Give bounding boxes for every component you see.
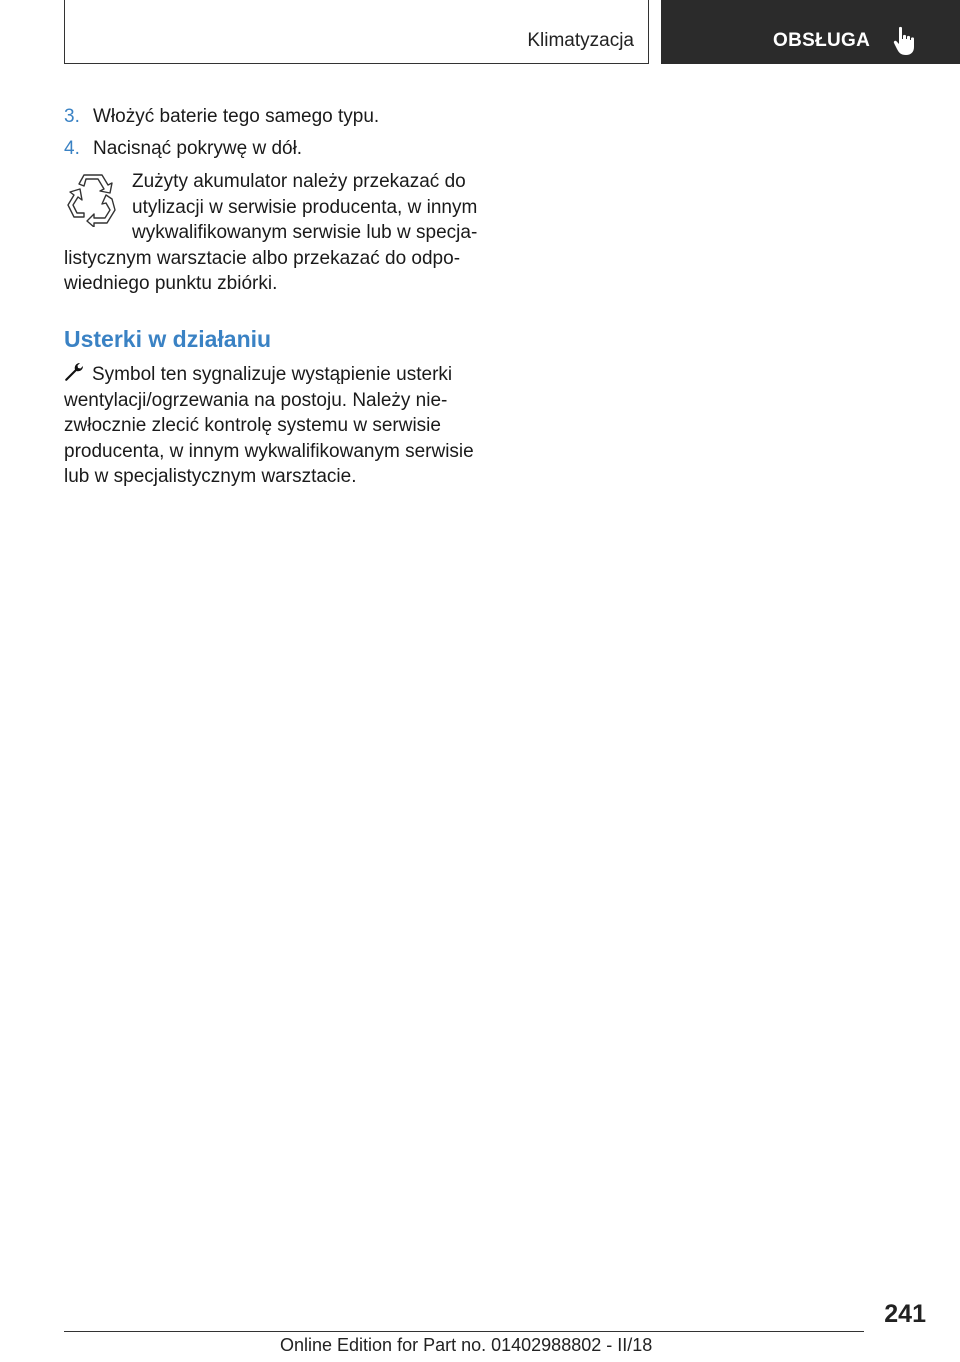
list-item	[64, 136, 484, 162]
section-heading: Usterki w działaniu	[64, 325, 272, 352]
header-chapter-tab[interactable]	[661, 0, 960, 64]
edition-footer: Online Edition for Part no. 01402988802 - II/18	[280, 1335, 653, 1355]
section-title: Klimatyzacja	[527, 30, 634, 51]
wrench-icon	[64, 362, 84, 382]
malfunction-paragraph	[64, 362, 484, 490]
step-text: Nacisnąć pokrywę w dół.	[93, 137, 303, 159]
header-section-box	[64, 0, 649, 64]
step-text: Włożyć baterie tego samego typu.	[93, 106, 380, 127]
pointing-hand-icon	[893, 26, 919, 56]
chapter-title: OBSŁUGA	[773, 30, 871, 51]
recycle-note	[64, 169, 484, 297]
recycle-icon	[66, 173, 118, 227]
page-number: 241	[884, 1300, 926, 1328]
step-number: 4.	[64, 137, 80, 159]
malfunction-text: Symbol ten sygnalizuje wystąpienie usterki wentylacji/ogrzewania na postoju. Należy niezwłocznie zlecić kontrolę systemu w serwisie producenta, w innym wykwalifikowanym serwisie lub w specjalistycznym warsztacie.	[64, 364, 474, 487]
footer-divider	[64, 1331, 864, 1332]
recycle-note-text: Zużyty akumulator należy przekazać do utylizacji w serwisie producenta, w innym wykwalifikowanym serwisie lub w specjalistycznym warsztacie albo przekazać do odpowiedniego punktu zbiórki.	[64, 171, 478, 294]
page-content	[64, 104, 484, 490]
step-number: 3.	[64, 106, 80, 127]
list-item	[64, 104, 484, 130]
